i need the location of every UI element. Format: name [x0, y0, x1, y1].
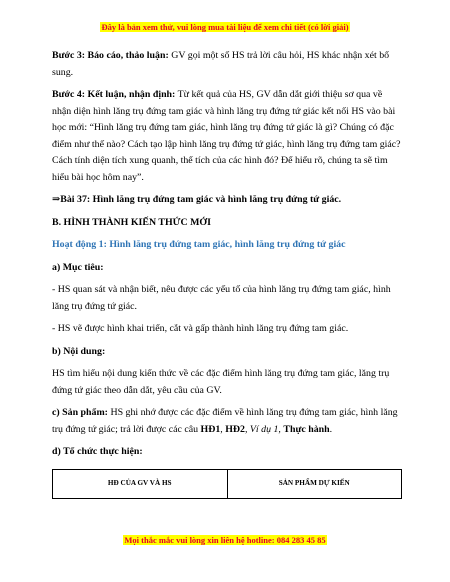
preview-banner — [0, 22, 450, 32]
activity-table — [52, 469, 402, 499]
step4-text: Từ kết quả của HS, GV dẫn dắt giới thiệu sơ qua về nhận diện hình lăng trụ đứng tam giác và hình lăng trụ đứng tứ giác kết nối HS vào bài học mới: “Hình lăng trụ đứng tam giác, hình lăng trụ đứng tứ giác là gì? Chúng có đặc điểm như thế nào? Cách tạo lập hình lăng trụ đứng tứ giác, hình lăng trụ đứng tam giác? Cách tính diện tích xung quanh, thể tích của các hình đó? Để hiểu rõ, chúng ta sẽ tìm hiểu bài học hôm nay”. — [52, 89, 401, 183]
section-b-heading: B. HÌNH THÀNH KIẾN THỨC MỚI — [52, 216, 211, 228]
product-practice: Thực hành — [283, 423, 330, 435]
product-text: HS ghi nhớ được các đặc điểm về hình lăng trụ đứng tam giác, hình lăng trụ đứng tứ giác; trả lời được các câu — [52, 407, 398, 435]
product-sep2: , — [244, 423, 250, 435]
hotline-footer — [0, 535, 450, 545]
product-example: Ví dụ 1 — [249, 423, 279, 435]
product-label: c) Sản phẩm: — [52, 407, 108, 418]
step4-label: Bước 4: Kết luận, nhận định: — [52, 89, 176, 100]
step3-text: GV gọi một số HS trả lời câu hỏi, HS khác nhận xét bổ sung. — [52, 50, 390, 78]
step3-label: Bước 3: Báo cáo, thảo luận: — [52, 50, 169, 61]
product-end: . — [329, 423, 333, 435]
activity1-heading: Hoạt động 1: Hình lăng trụ đứng tam giác, hình lăng trụ đứng tứ giác — [52, 239, 346, 250]
document-body — [52, 48, 402, 499]
product-sep1: , — [220, 423, 226, 435]
lesson-title: ⇒Bài 37: Hình lăng trụ đứng tam giác và hình lăng trụ đứng tứ giác. — [52, 194, 342, 205]
goal-heading: a) Mục tiêu: — [52, 261, 104, 273]
content-heading: b) Nội dung: — [52, 345, 106, 357]
product-hd2: HĐ2 — [225, 423, 245, 435]
goal-item-2: - HS vẽ được hình khai triển, cắt và gấp thành hình lăng trụ đứng tam giác. — [52, 323, 349, 334]
preview-banner-text: Đây là bản xem thử, vui lòng mua tài liệu để xem chi tiết (có lời giải) — [101, 22, 349, 32]
goal-item-1: - HS quan sát và nhận biết, nêu được các yếu tố của hình lăng trụ đứng tam giác, hình lăng trụ đứng tứ giác. — [52, 284, 391, 312]
table-header-expected-product: SẢN PHẨM DỰ KIẾN — [227, 469, 402, 498]
content-text: HS tìm hiểu nội dung kiến thức về các đặc điểm hình lăng trụ đứng tam giác, lăng trụ đứng tứ giác theo dẫn dắt, yêu cầu của GV. — [52, 368, 390, 396]
step3-paragraph — [52, 48, 402, 81]
hotline-footer-text: Mọi thắc mắc vui lòng xin liên hệ hotline: 084 283 45 85 — [124, 535, 326, 545]
product-sep3: , — [278, 423, 284, 435]
product-paragraph — [52, 405, 402, 438]
step4-paragraph — [52, 87, 402, 186]
table-header-gv-hs: HĐ CỦA GV VÀ HS — [53, 469, 228, 498]
org-heading: d) Tổ chức thực hiện: — [52, 446, 143, 457]
table-header-row — [53, 469, 402, 498]
product-hd1: HĐ1 — [200, 423, 221, 435]
